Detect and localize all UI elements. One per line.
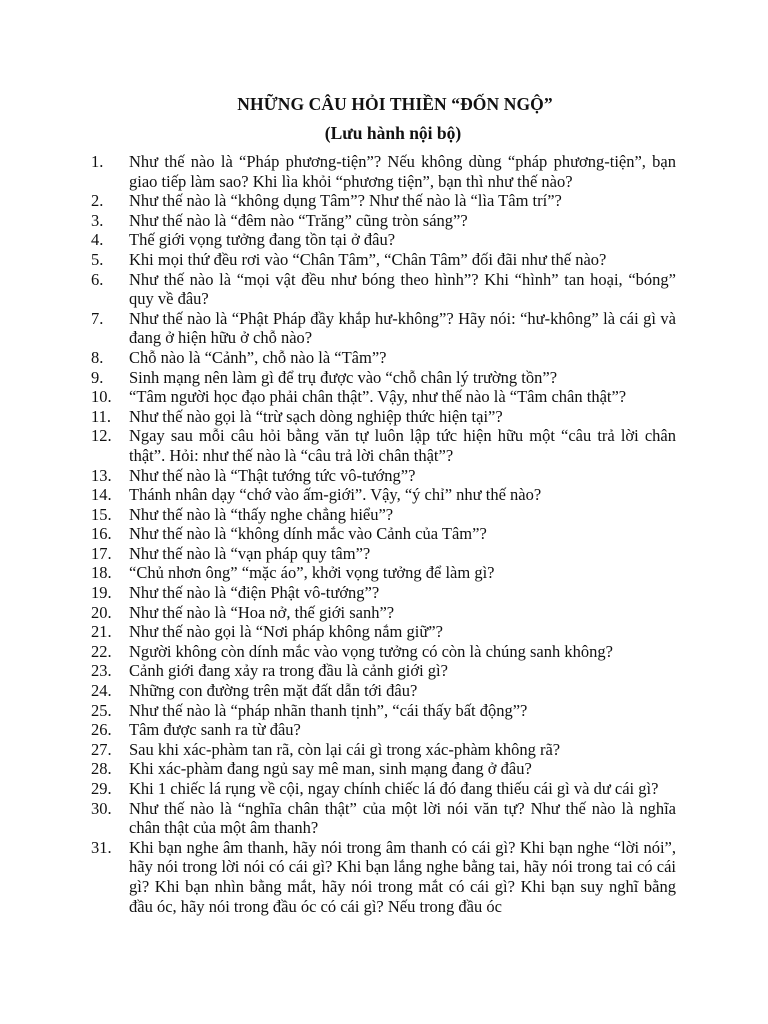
question-list xyxy=(0,152,768,916)
question-item xyxy=(0,368,768,388)
question-text: Như thế nào là “thấy nghe chẳng hiểu”? xyxy=(129,504,394,524)
question-item xyxy=(0,701,768,721)
question-number: 12. xyxy=(91,426,112,446)
question-number: 30. xyxy=(91,798,112,818)
question-text: Khi 1 chiếc lá rụng về cội, ngay chính chiếc lá đó đang thiếu cái gì và dư cái gì? xyxy=(129,779,659,798)
question-item xyxy=(0,152,768,191)
question-text: Như thế nào là “không dụng Tâm”? Như thế nào là “lìa Tâm trí”? xyxy=(129,191,562,211)
document-subtitle: (Lưu hành nội bộ) xyxy=(324,123,462,143)
question-text: Khi xác-phàm đang ngủ say mê man, sinh mạng đang ở đâu? xyxy=(129,759,532,779)
question-number: 22. xyxy=(91,641,112,661)
question-text: Như thế nào là “mọi vật đều như bóng theo hình”? Khi “hình” tan hoại, “bóng” quy về đâu? xyxy=(129,269,676,309)
question-number: 2. xyxy=(91,191,104,211)
question-number: 29. xyxy=(91,779,112,798)
question-number: 15. xyxy=(91,504,112,524)
question-text: Như thế nào là “đêm nào “Trăng” cũng tròn sáng”? xyxy=(129,210,468,230)
question-item xyxy=(0,740,768,760)
question-number: 4. xyxy=(91,230,104,250)
question-number: 25. xyxy=(91,700,112,720)
question-text: Sinh mạng nên làm gì để trụ được vào “chỗ chân lý trường tồn”? xyxy=(129,367,558,387)
question-number: 6. xyxy=(91,269,104,289)
question-number: 24. xyxy=(91,681,112,701)
question-item xyxy=(0,466,768,486)
question-number: 18. xyxy=(91,563,112,583)
question-number: 5. xyxy=(91,249,104,269)
question-number: 27. xyxy=(91,739,112,759)
question-text: Như thế nào là “Phật Pháp đầy khắp hư-không”? Hãy nói: “hư-không” là cái gì và đang ở hiện hữu ở chỗ nào? xyxy=(129,308,676,348)
question-item xyxy=(0,387,768,407)
question-item xyxy=(0,720,768,740)
question-item xyxy=(0,348,768,368)
question-number: 19. xyxy=(91,583,112,603)
question-item xyxy=(0,191,768,211)
question-number: 31. xyxy=(91,837,112,857)
question-item xyxy=(0,544,768,564)
question-number: 3. xyxy=(91,210,104,230)
question-number: 21. xyxy=(91,622,112,642)
question-text: Như thế nào là “điện Phật vô-tướng”? xyxy=(129,583,380,603)
question-text: Khi bạn nghe âm thanh, hãy nói trong âm thanh có cái gì? Khi bạn nghe “lời nói”, hãy nói trong lời nói có cái gì? Khi bạn lắng nghe bằng tai, hãy nói trong tai có cái gì? Khi bạn nhìn bằng mắt, hãy nói trong mắt có cái gì? Khi bạn suy nghĩ bằng đầu óc, hãy nói trong đầu óc có cái gì? Nếu trong đầu óc xyxy=(129,837,676,916)
question-number: 8. xyxy=(91,347,104,367)
question-item xyxy=(0,661,768,681)
question-text: “Tâm người học đạo phải chân thật”. Vậy, như thế nào là “Tâm chân thật”? xyxy=(129,387,627,407)
question-text: Như thế nào gọi là “trừ sạch dòng nghiệp thức hiện tại”? xyxy=(129,406,503,426)
question-item xyxy=(0,270,768,309)
question-number: 7. xyxy=(91,308,104,328)
question-text: Như thế nào là “Thật tướng tức vô-tướng”? xyxy=(129,465,416,485)
question-text: Như thế nào gọi là “Nơi pháp không nắm giữ”? xyxy=(129,622,443,642)
question-text: Những con đường trên mặt đất dẫn tới đâu? xyxy=(129,681,418,701)
question-item xyxy=(0,642,768,662)
question-item xyxy=(0,799,768,838)
question-number: 17. xyxy=(91,543,112,563)
question-number: 28. xyxy=(91,759,112,779)
document-title: NHỮNG CÂU HỎI THIỀN “ĐỐN NGỘ” xyxy=(237,94,553,114)
question-item xyxy=(0,563,768,583)
question-item xyxy=(0,524,768,544)
question-text: Thánh nhân dạy “chớ vào ấm-giới”. Vậy, “ý chỉ” như thế nào? xyxy=(129,485,542,505)
question-text: Ngay sau mỗi câu hỏi bằng văn tự luôn lập tức hiện hữu một “câu trả lời chân thật”. Hỏi: như thế nào là “câu trả lời chân thật”? xyxy=(129,426,676,465)
question-item xyxy=(0,779,768,799)
question-item xyxy=(0,426,768,465)
question-number: 11. xyxy=(91,406,112,426)
question-text: Thế giới vọng tưởng đang tồn tại ở đâu? xyxy=(129,230,396,250)
question-number: 20. xyxy=(91,602,112,622)
question-item xyxy=(0,622,768,642)
question-item xyxy=(0,211,768,231)
question-item xyxy=(0,603,768,623)
question-item xyxy=(0,838,768,916)
question-number: 10. xyxy=(91,387,112,407)
question-number: 14. xyxy=(91,485,112,505)
question-number: 13. xyxy=(91,465,112,485)
question-text: Như thế nào là “Pháp phương-tiện”? Nếu không dùng “pháp phương-tiện”, bạn giao tiếp làm sao? Khi lìa khỏi “phương tiện”, bạn thì như thế nào? xyxy=(129,152,676,191)
question-text: Tâm được sanh ra từ đâu? xyxy=(129,720,301,740)
question-text: Chỗ nào là “Cảnh”, chỗ nào là “Tâm”? xyxy=(129,347,387,367)
question-number: 16. xyxy=(91,524,112,544)
question-text: Như thế nào là “pháp nhãn thanh tịnh”, “cái thấy bất động”? xyxy=(129,700,528,720)
question-item xyxy=(0,230,768,250)
question-text: “Chủ nhơn ông” “mặc áo”, khởi vọng tưởng để làm gì? xyxy=(129,563,495,583)
question-number: 23. xyxy=(91,661,112,681)
question-item xyxy=(0,250,768,270)
question-text: Như thế nào là “vạn pháp quy tâm”? xyxy=(129,543,371,563)
question-text: Như thế nào là “Hoa nở, thế giới sanh”? xyxy=(129,602,395,622)
question-text: Như thế nào là “không dính mắc vào Cảnh của Tâm”? xyxy=(129,524,487,544)
question-item xyxy=(0,759,768,779)
question-number: 9. xyxy=(91,367,104,387)
question-text: Sau khi xác-phàm tan rã, còn lại cái gì trong xác-phàm không rã? xyxy=(129,739,561,759)
question-text: Khi mọi thứ đều rơi vào “Chân Tâm”, “Chân Tâm” đối đãi như thế nào? xyxy=(129,249,607,269)
question-text: Người không còn dính mắc vào vọng tưởng có còn là chúng sanh không? xyxy=(129,641,613,661)
question-item xyxy=(0,309,768,348)
question-item xyxy=(0,485,768,505)
question-number: 1. xyxy=(91,152,104,171)
question-text: Như thế nào là “nghĩa chân thật” của một lời nói văn tự? Như thế nào là nghĩa chân thật của một âm thanh? xyxy=(129,798,676,838)
question-text: Cảnh giới đang xảy ra trong đầu là cảnh giới gì? xyxy=(129,661,448,681)
question-number: 26. xyxy=(91,720,112,740)
question-item xyxy=(0,407,768,427)
question-item xyxy=(0,505,768,525)
question-item xyxy=(0,681,768,701)
question-item xyxy=(0,583,768,603)
